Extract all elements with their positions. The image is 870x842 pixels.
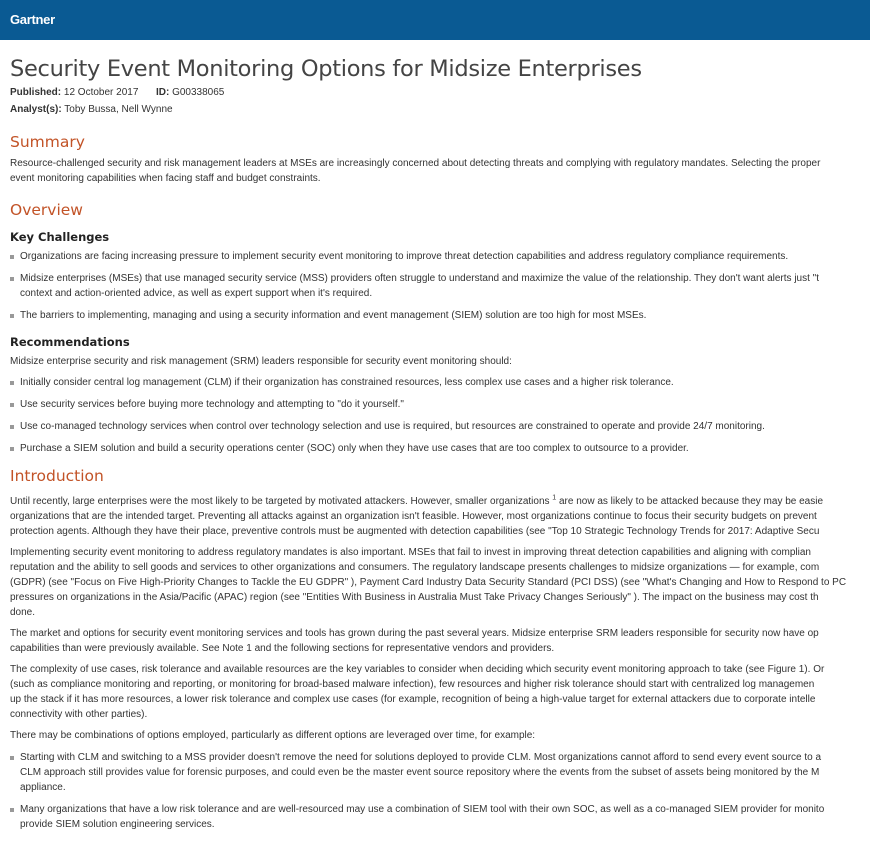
publish-meta — [10, 85, 870, 100]
id-label: ID: — [155, 87, 170, 98]
combinations-list — [10, 750, 870, 832]
intro-paragraph-line: The market and options for security event monitoring services and tools has grown during the past several years. Midsize enterprise SRM leaders responsible for security now have op — [10, 628, 819, 639]
list-item: The barriers to implementing, managing and using a security information and event management (SIEM) solution are too high for most MSEs. — [10, 308, 870, 323]
summary-heading: Summary — [10, 133, 85, 151]
recommendations-intro: Midsize enterprise security and risk management (SRM) leaders responsible for security event monitoring should: — [10, 356, 512, 367]
intro-paragraph-line: done. — [10, 607, 36, 618]
published-date: 12 October 2017 — [63, 87, 139, 98]
list-item: Purchase a SIEM solution and build a security operations center (SOC) only when they have use cases that are too complex to outsource to a provider. — [10, 441, 870, 456]
intro-paragraph-line: capabilities than were previously available. See Note 1 and the following sections for representative vendors and providers. — [10, 643, 555, 654]
list-item: Organizations are facing increasing pressure to implement security event monitoring to improve threat detection capabilities and address regulatory compliance requirements. — [10, 249, 870, 264]
list-item: Midsize enterprises (MSEs) that use managed security service (MSS) providers often struggle to understand and maximize the value of the relationship. They don't want alerts just "t context and action-oriented advice, as well as expert support when it's required. — [10, 271, 870, 301]
published-label: Published: — [10, 87, 62, 98]
list-item: Use co-managed technology services when control over technology selection and use is required, but resources are constrained to operate and provide 24/7 monitoring. — [10, 419, 870, 434]
analysts-names[interactable]: Toby Bussa, Nell Wynne — [64, 104, 173, 115]
document-id: G00338065 — [172, 87, 225, 98]
summary-line: Resource-challenged security and risk management leaders at MSEs are increasingly concerned about detecting threats and complying with regulatory mandates. Selecting the proper — [10, 158, 821, 169]
key-challenges-list — [10, 249, 870, 323]
introduction-heading: Introduction — [10, 467, 104, 485]
gartner-logo[interactable]: Gartner — [10, 12, 55, 27]
page-title: Security Event Monitoring Options for Midsize Enterprises — [10, 56, 642, 82]
recommendations-list — [10, 375, 870, 456]
list-item: Initially consider central log management (CLM) if their organization has constrained resources, less complex use cases and a higher risk tolerance. — [10, 375, 870, 390]
intro-paragraph-line: The complexity of use cases, risk tolerance and available resources are the key variables to consider when deciding which security event monitoring approach to take (see Figure 1). Or — [10, 664, 825, 675]
recommendations-heading: Recommendations — [10, 335, 130, 349]
key-challenges-heading: Key Challenges — [10, 230, 110, 244]
intro-paragraph-line: pressures on organizations in the Asia/Pacific (APAC) region (see "Entities With Business in Australia Must Take Privacy Changes Seriously" ). The impact on the business may cost th — [10, 592, 819, 603]
summary-line: event monitoring capabilities when facing staff and budget constraints. — [10, 173, 321, 184]
list-item: Many organizations that have a low risk tolerance and are well-resourced may use a combination of SIEM tool with their own SOC, as well as a co-managed SIEM provider for monito provide SIEM solution engineering services. — [10, 802, 870, 832]
intro-paragraph-line: organizations that are the intended target. Preventing all attacks against an organization isn't feasible. However, most organizations continue to focus their security budgets on prevent — [10, 511, 817, 522]
footnote-ref[interactable]: 1 — [552, 494, 557, 502]
intro-paragraph-line: protection agents. Although they have their place, preventive controls must be augmented with detection capabilities (see "Top 10 Strategic Technology Trends for 2017: Adaptive Secu — [10, 526, 820, 537]
list-item: Starting with CLM and switching to a MSS provider doesn't remove the need for solutions deployed to provide CLM. Most organizations cannot afford to send every event source to a CLM approach still provides value for forensic purposes, and could even be the master event source repository where the events from the subset of assets being monitored by the M appliance. — [10, 750, 870, 795]
intro-paragraph-line: (such as compliance monitoring and reporting, or monitoring for broad-based malware infection), few resources and higher risk tolerance should start with centralized log managemen — [10, 679, 815, 690]
analysts-meta — [10, 102, 870, 117]
list-item: Use security services before buying more technology and attempting to "do it yourself." — [10, 397, 870, 412]
overview-heading: Overview — [10, 201, 83, 219]
top-bar — [0, 0, 870, 40]
intro-paragraph-line: There may be combinations of options employed, particularly as different options are leveraged over time, for example: — [10, 730, 536, 741]
intro-paragraph-line: reputation and the ability to sell goods and services to other organizations and consumers. The regulatory landscape presents challenges to midsize organizations — for example, com — [10, 562, 820, 573]
intro-paragraph-line: up the stack if it has more resources, a lower risk tolerance and complex use cases (for example, recognition of being a high-value target for external attackers due to corporate intelle — [10, 694, 816, 705]
intro-paragraph-line: connectivity with other parties). — [10, 709, 148, 720]
analysts-label: Analyst(s): — [10, 104, 62, 115]
document-body — [0, 55, 870, 832]
intro-paragraph-line: (GDPR) (see "Focus on Five High-Priority Changes to Tackle the EU GDPR" ), Payment Card Industry Data Security Standard (PCI DSS) (see "What's Changing and How to Respond to PC — [10, 577, 847, 588]
intro-paragraph-line: Until recently, large enterprises were the most likely to be targeted by motivated attackers. However, smaller organizations $^1$ are now as likely to be attacked because they may be easie — [10, 494, 824, 507]
intro-paragraph-line: Implementing security event monitoring to address regulatory mandates is also important. MSEs that fail to invest in improving threat detection capabilities and aligning with complian — [10, 547, 811, 558]
